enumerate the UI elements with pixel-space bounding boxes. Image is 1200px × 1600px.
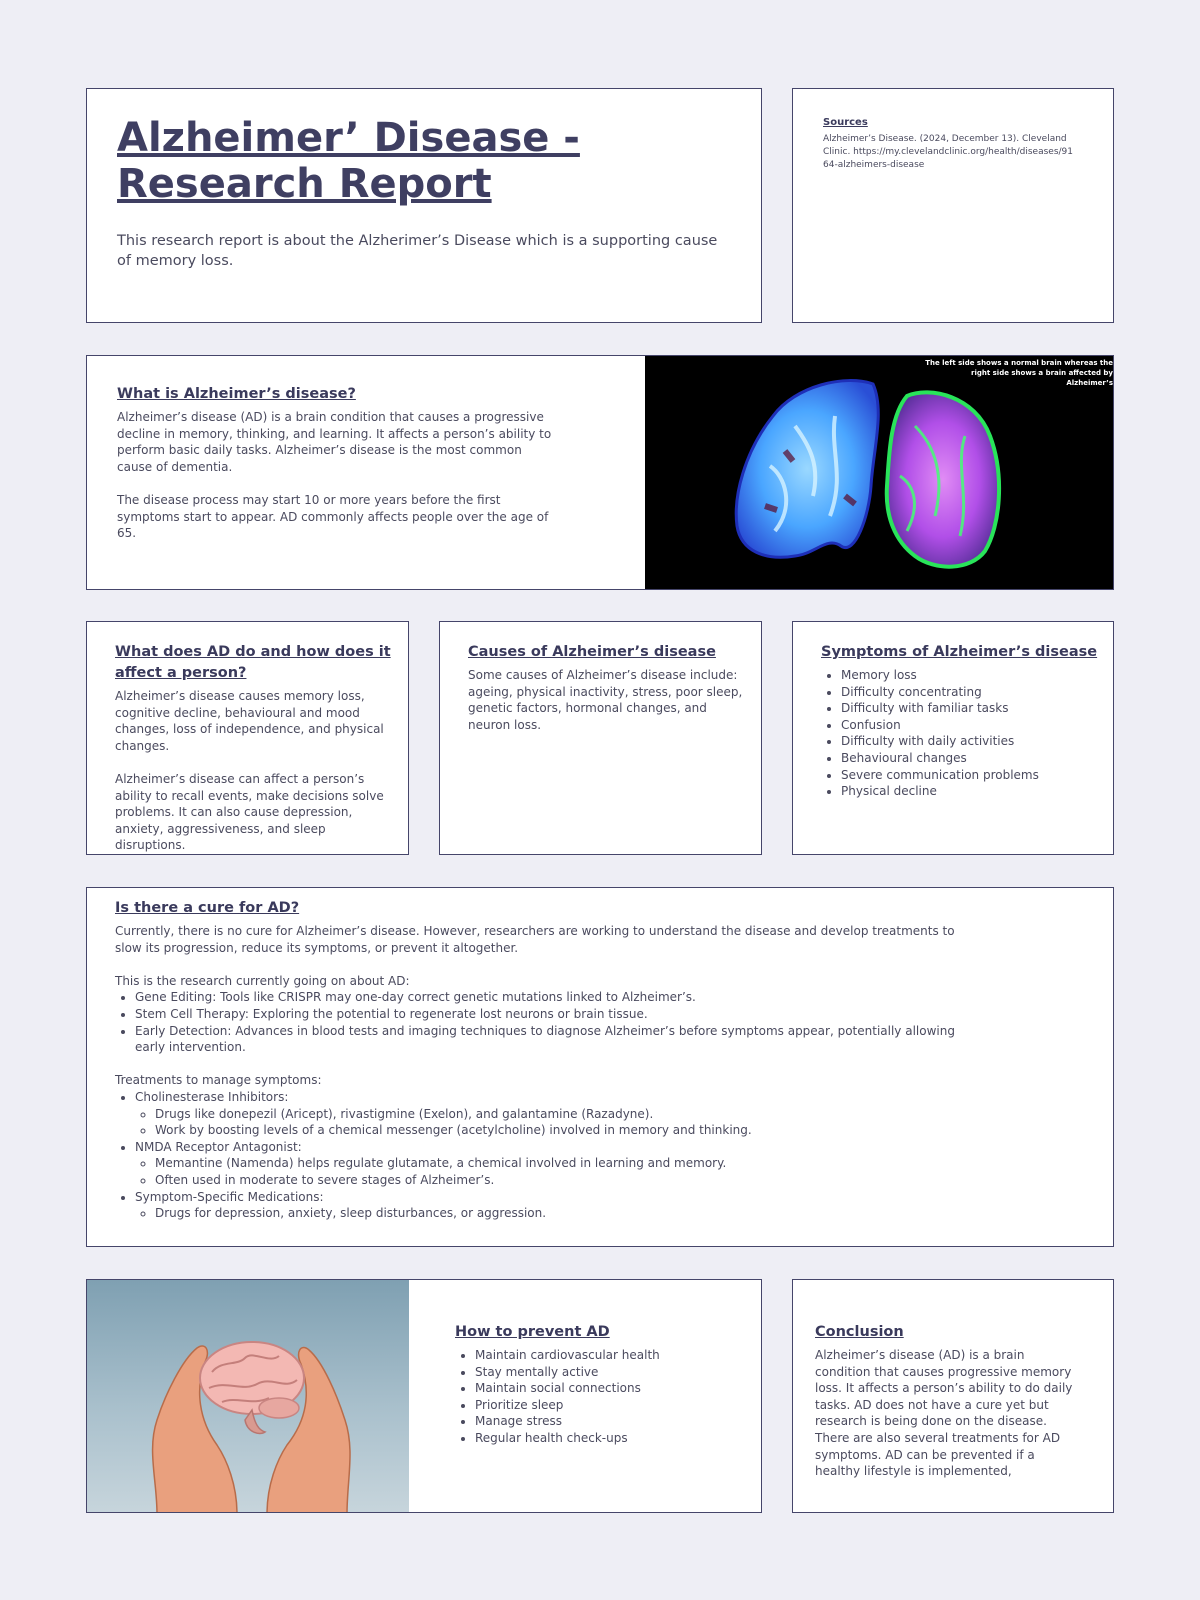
treatment-label: Symptom-Specific Medications: — [135, 1189, 324, 1204]
conclusion-card — [792, 1279, 1114, 1513]
list-item: ◦ Drugs like donepezil (Aricept), rivastigmine (Exelon), and galantamine (Razadyne). — [155, 1106, 965, 1123]
what-is-heading: What is Alzheimer’s disease? — [117, 386, 356, 402]
list-item: • Manage stress — [475, 1413, 747, 1430]
hands-brain-image — [87, 1280, 409, 1513]
conclusion-heading: Conclusion — [815, 1324, 904, 1340]
list-item: • Confusion — [841, 717, 1099, 734]
what-is-card — [86, 355, 1114, 590]
list-item: • Difficulty concentrating — [841, 684, 1099, 701]
sources-citation[interactable]: Alzheimer’s Disease. (2024, December 13). Cleveland Clinic. https://my.clevelandclinic.org/health/diseases/9164-alzheimers-disease — [823, 134, 1074, 170]
treatment-label: Cholinesterase Inhibitors: — [135, 1089, 289, 1104]
cure-heading: Is there a cure for AD? — [115, 900, 300, 916]
list-item: ◦ Often used in moderate to severe stages of Alzheimer’s. — [155, 1172, 965, 1189]
treatment-details — [135, 1205, 965, 1222]
list-item: • Severe communication problems — [841, 767, 1099, 784]
list-item: • Memory loss — [841, 667, 1099, 684]
list-item — [135, 1139, 965, 1189]
causes-heading: Causes of Alzheimer’s disease — [468, 644, 716, 660]
page-title: Alzheimer’ Disease - Research Report — [117, 115, 580, 207]
list-item — [135, 1189, 965, 1222]
effects-paragraph-1: Alzheimer’s disease causes memory loss, cognitive decline, behavioural and mood changes, loss of independence, and physical changes. — [115, 689, 384, 753]
list-item: • Gene Editing: Tools like CRISPR may one-day correct genetic mutations linked to Alzheimer’s. — [135, 989, 965, 1006]
sources-card — [792, 88, 1114, 323]
causes-text: Some causes of Alzheimer’s disease include: ageing, physical inactivity, stress, poor sleep, genetic factors, hormonal changes, and neuron loss. — [468, 668, 743, 732]
what-is-paragraph-1: Alzheimer’s disease (AD) is a brain condition that causes a progressive decline in memory, thinking, and learning. It affects a person’s ability to perform basic daily tasks. Alzheimer’s disease is the most common cause of dementia. — [117, 410, 552, 474]
list-item: • Early Detection: Advances in blood tests and imaging techniques to diagnose Alzheimer’s before symptoms appear, potentially allowing early intervention. — [135, 1023, 965, 1056]
list-item: • Difficulty with daily activities — [841, 733, 1099, 750]
effects-paragraph-2: Alzheimer’s disease can affect a person’s ability to recall events, make decisions solve problems. It can also cause depression, anxiety, aggressiveness, and sleep disruptions. — [115, 771, 384, 853]
brain-scan-image — [645, 356, 1114, 590]
prevent-heading: How to prevent AD — [455, 1324, 610, 1340]
intro-text: This research report is about the Alzherimer’s Disease which is a supporting cause of memory loss. — [117, 233, 718, 269]
list-item: • Physical decline — [841, 783, 1099, 800]
research-intro: This is the research currently going on about AD: — [115, 973, 410, 988]
symptoms-list — [821, 667, 1099, 800]
brain-scan-illustration — [645, 356, 1114, 590]
symptoms-heading: Symptoms of Alzheimer’s disease — [821, 644, 1098, 660]
cure-paragraph: Currently, there is no cure for Alzheimer’s disease. However, researchers are working to understand the disease and develop treatments to slow its progression, reduce its symptoms, or prevent it altogether. — [115, 924, 955, 955]
research-list — [115, 989, 965, 1055]
list-item: • Behavioural changes — [841, 750, 1099, 767]
list-item — [135, 1089, 965, 1139]
treatment-details — [135, 1106, 965, 1139]
prevent-card — [86, 1279, 762, 1513]
list-item: ◦ Drugs for depression, anxiety, sleep disturbances, or aggression. — [155, 1205, 965, 1222]
list-item: ◦ Memantine (Namenda) helps regulate glutamate, a chemical involved in learning and memory. — [155, 1155, 965, 1172]
title-card — [86, 88, 762, 323]
hands-brain-illustration — [87, 1280, 409, 1513]
symptoms-card — [792, 621, 1114, 855]
treatment-label: NMDA Receptor Antagonist: — [135, 1139, 302, 1154]
sources-heading: Sources — [823, 117, 868, 128]
effects-card — [86, 621, 409, 855]
brain-scan-caption: The left side shows a normal brain whereas the right side shows a brain affected by Alzheimer’s — [925, 359, 1113, 387]
treatment-details — [135, 1155, 965, 1188]
list-item: • Stay mentally active — [475, 1364, 747, 1381]
conclusion-text: Alzheimer’s disease (AD) is a brain condition that causes progressive memory loss. It affects a person’s ability to do daily tasks. AD does not have a cure yet but research is being done on the disease. There are also several treatments for AD symptoms. AD can be prevented if a healthy lifestyle is implemented, — [815, 1348, 1073, 1479]
cure-card — [86, 887, 1114, 1247]
list-item: • Stem Cell Therapy: Exploring the potential to regenerate lost neurons or brain tissue. — [135, 1006, 965, 1023]
causes-card — [439, 621, 762, 855]
treatments-intro: Treatments to manage symptoms: — [115, 1073, 322, 1088]
effects-heading: What does AD do and how does it affect a person? — [115, 644, 391, 681]
treatments-list — [115, 1089, 965, 1222]
list-item: • Difficulty with familiar tasks — [841, 700, 1099, 717]
prevent-list — [455, 1347, 747, 1447]
what-is-paragraph-2: The disease process may start 10 or more years before the first symptoms start to appear. AD commonly affects people over the age of 65. — [117, 492, 549, 541]
list-item: ◦ Work by boosting levels of a chemical messenger (acetylcholine) involved in memory and thinking. — [155, 1122, 965, 1139]
list-item: • Maintain cardiovascular health — [475, 1347, 747, 1364]
list-item: • Regular health check-ups — [475, 1430, 747, 1447]
list-item: • Maintain social connections — [475, 1380, 747, 1397]
list-item: • Prioritize sleep — [475, 1397, 747, 1414]
